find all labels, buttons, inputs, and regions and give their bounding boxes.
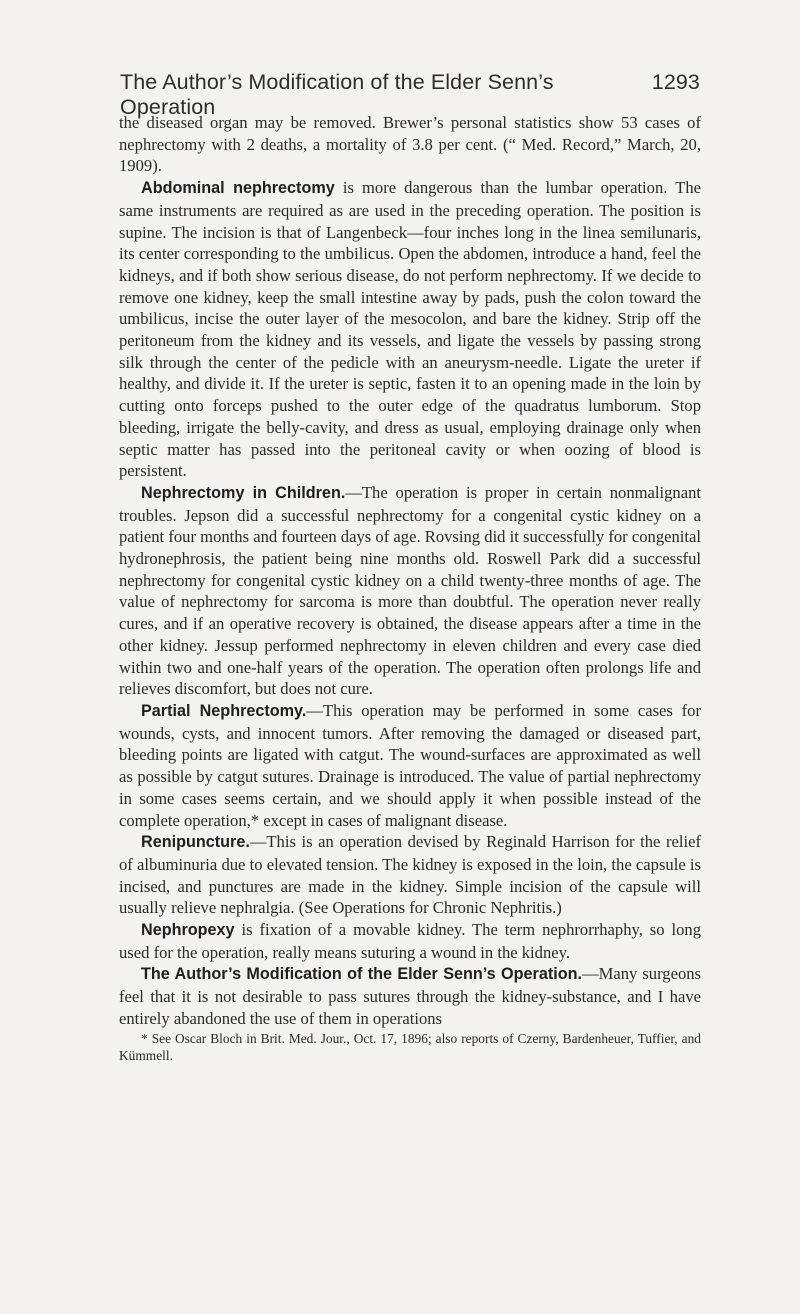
section-heading: Partial Nephrectomy. <box>141 701 307 720</box>
paragraph-text: is fixation of a movable kidney. The term nephrorrhaphy, so long used for the operation, really means suturing a wound in the kidney. <box>119 920 701 962</box>
section-heading: Nephropexy <box>141 921 235 940</box>
section-heading: Nephrectomy in Children. <box>141 483 346 502</box>
paragraph-text: is more dangerous than the lumbar operation. The same instruments are required as are used in the preceding operation. The position is supine. The incision is that of Langenbeck—four inches long in the linea semilunaris, its center corresponding to the umbilicus. Open the abdomen, introduce a hand, feel the kidneys, and if both show serious disease, do not perform nephrectomy. If we decide to remove one kidney, keep the small intestine away by pads, push the colon toward the umbilicus, incise the outer layer of the mesocolon, and bare the kidney. Strip off the peritoneum from the kidney and its vessels, and ligate the vessels by passing strong silk through the center of the pedicle with an aneurysm-needle. Ligate the ureter if healthy, and divide it. If the ureter is septic, fasten it to an opening made in the loin by cutting onto forceps pushed to the outer edge of the quadratus lumborum. Stop bleeding, irrigate the belly-cavity, and dress as usual, employing drainage only when septic matter has passed into the peritoneal cavity or when oozing of blood is persistent. <box>119 178 702 481</box>
page-number: 1293 <box>651 70 700 94</box>
running-title: The Author’s Modification of the Elder Senn’s Operation <box>120 70 554 119</box>
paragraph-authors-modification <box>119 963 701 1029</box>
section-heading: Abdominal nephrectomy <box>141 179 335 198</box>
section-heading: The Author’s Modification of the Elder Senn’s Operation. <box>141 965 582 984</box>
paragraph-text: —Many surgeons feel that it is not desirable to pass sutures through the kidney-substance, and I have entirely abandoned the use of them in operations <box>119 964 702 1028</box>
paragraph-partial-nephrectomy <box>119 700 701 831</box>
paragraph-nephrectomy-in-children <box>119 482 701 700</box>
paragraph-text: —This is an operation devised by Reginald Harrison for the relief of albuminuria due to elevated tension. The kidney is exposed in the loin, the capsule is incised, and punctures are made in the kidney. Simple incision of the capsule will usually relieve nephralgia. (See Operations for Chronic Nephritis.) <box>119 832 701 918</box>
paragraph-text: the diseased organ may be removed. Brewer’s personal statistics show 53 cases of nephrectomy with 2 deaths, a mortality of 3.8 per cent. (“ Med. Record,” March, 20, 1909). <box>119 113 701 176</box>
paragraph-abdominal-nephrectomy <box>119 177 701 482</box>
paragraph-continuation <box>119 112 701 177</box>
paragraph-text: —This operation may be performed in some cases for wounds, cysts, and innocent tumors. After removing the damaged or diseased part, bleeding points are ligated with catgut. The wound-surfaces are approximated as well as possible by catgut sutures. Drainage is introduced. The value of partial nephrectomy in some cases seems certain, and we should apply it when possible instead of the complete operation,* except in cases of malignant disease. <box>119 700 702 830</box>
paragraph-renipuncture <box>119 831 701 919</box>
section-heading: Renipuncture. <box>141 833 250 852</box>
footnote: * See Oscar Bloch in Brit. Med. Jour., Oct. 17, 1896; also reports of Czerny, Bardenheuer, Tuffier, and Kümmell. <box>119 1030 701 1063</box>
body-text <box>119 112 701 1064</box>
paragraph-text: —The operation is proper in certain nonmalignant troubles. Jepson did a successful nephrectomy for a congenital cystic kidney on a patient four months and fourteen days of age. Rovsing did it successfully for congenital hydronephrosis, the patient being nine months old. Roswell Park did a successful nephrectomy for congenital cystic kidney on a child twenty-three months of age. The value of nephrectomy for sarcoma is more than doubtful. The operation never really cures, and if an operative recovery is obtained, the disease appears after a time in the other kidney. Jessup performed nephrectomy in eleven children and every case died within two and one-half years of the operation. The operation often prolongs life and relieves discomfort, but does not cure. <box>119 482 701 699</box>
paragraph-nephropexy <box>119 919 701 963</box>
